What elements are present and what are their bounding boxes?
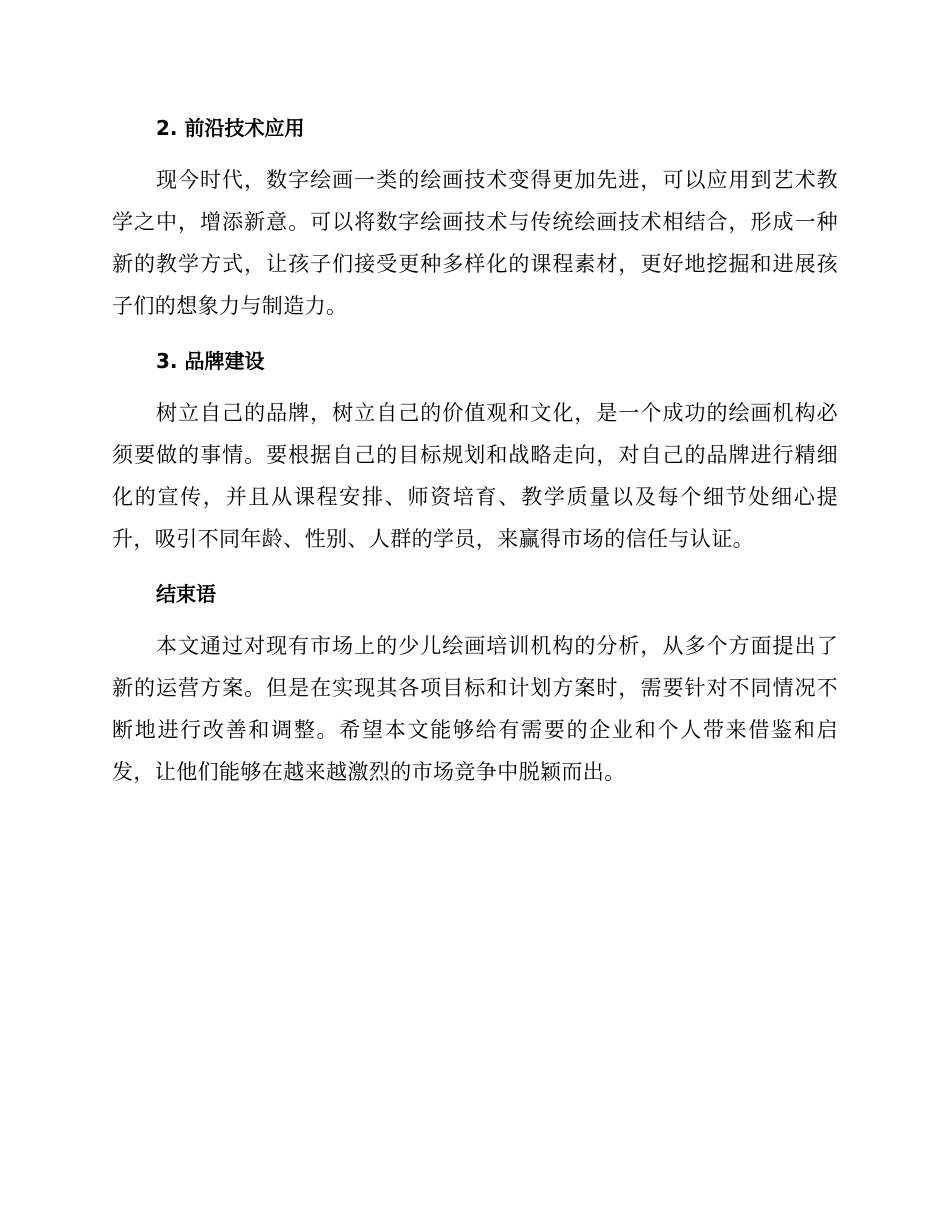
section-heading-brand: 3. 品牌建设 (156, 349, 265, 373)
section-paragraph-tech: 现今时代，数字绘画一类的绘画技术变得更加先进，可以应用到艺术教学之中，增添新意。可以将数字绘画技术与传统绘画技术相结合，形成一种新的教学方式，让孩子们接受更种多样化的课程素材，更好地挖掘和进展孩子们的想象力与制造力。 (112, 168, 838, 318)
section-heading-tech: 2. 前沿技术应用 (156, 116, 305, 140)
section-paragraph-brand: 树立自己的品牌，树立自己的价值观和文化，是一个成功的绘画机构必须要做的事情。要根据自己的目标规划和战略走向，对自己的品牌进行精细化的宣传，并且从课程安排、师资培育、教学质量以及每个细节处细心提升，吸引不同年龄、性别、人群的学员，来赢得市场的信任与认证。 (112, 401, 838, 551)
section-heading-conclusion: 结束语 (156, 582, 216, 606)
document-body (112, 108, 838, 807)
section-paragraph-conclusion: 本文通过对现有市场上的少儿绘画培训机构的分析，从多个方面提出了新的运营方案。但是在实现其各项目标和计划方案时，需要针对不同情况不断地进行改善和调整。希望本文能够给有需要的企业和个人带来借鉴和启发，让他们能够在越来越激烈的市场竞争中脱颖而出。 (112, 634, 838, 784)
